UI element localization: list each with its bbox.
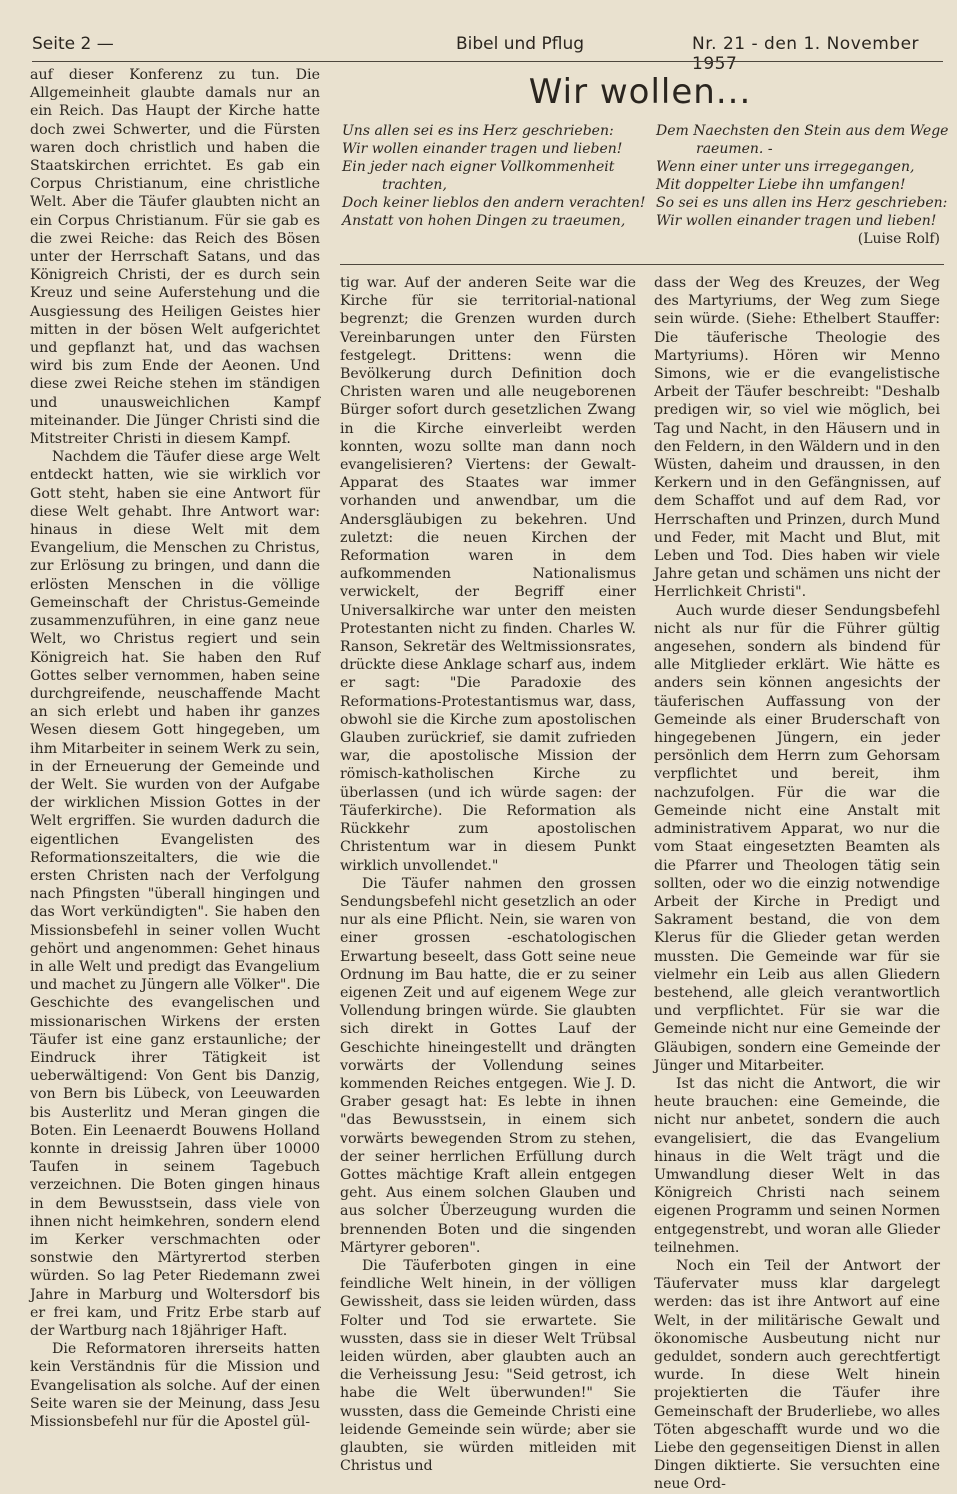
issue-date: Nr. 21 - den 1. November 1957 <box>692 34 920 74</box>
poem-line: trachten, <box>382 177 447 193</box>
paragraph: Auch wurde dieser Sendungsbefehl nicht als nur für die Führer gültig angesehen, sondern als bindend für alle Mitglieder erklärt. Wie hätte es anders sein können angesichts der täuferischen Auffassung von der Gemeinde als einer Bruderschaft von hingegebenen Jüngern, ein jeder persönlich dem Herrn zum Gehorsam verpflichtet und bereit, ihm nachzufolgen. Für die war die Gemeinde nicht eine Anstalt mit administrativem Apparat, wo nur die vom Staat eingesetzten Beamten als die Pfarrer und Theologen tätig sein sollten, oder wo die einzig notwendige Arbeit der Kirche in Predigt und Sakrament bestand, die von dem Klerus für die Glieder getan werden mussten. Die Gemeinde war für sie vielmehr ein Leib aus allen Gliedern bestehend, alle gleich verantwortlich und verpflichtet. Für sie war die Gemeinde nicht nur eine Gemeinde der Gläubigen, sondern eine Gemeinde der Jünger und Mitarbeiter. <box>654 602 940 1074</box>
poem-line: Anstatt von hohen Dingen zu traeumen, <box>342 213 626 229</box>
paragraph: Die Täufer nahmen den grossen Sendungsbefehl nicht gesetzlich an oder nur als eine Pflicht. Nein, sie waren von einer grossen -eschatologischen Erwartung beseelt, dass Gott seine neue Ordnung im Bau hatte, die er zu seiner eigenen Zeit und auf eigenem Wege zur Vollendung bringen würde. Sie glaubten sich direkt in Gottes Lauf der Geschichte hineingestellt und drängten vorwärts der Vollendung seines kommenden Reiches entgegen. Wie J. D. Graber gesagt hat: Es lebte in ihnen "das Bewusstsein, in einem sich vorwärts bewegenden Strom zu stehen, der seiner herrlichen Erfüllung durch Gottes mächtige Kraft allein entgegen geht. Aus einem solchen Glauben und aus solcher Überzeugung wurden die brennenden Boten und die singenden Märtyrer geboren". <box>340 875 636 1256</box>
newspaper-title: Bibel und Pflug <box>456 34 585 54</box>
poem-line: So sei es uns allen ins Herz geschrieben: <box>656 195 948 211</box>
page-number: Seite 2 — <box>32 34 114 54</box>
article-column-1 <box>30 66 320 1431</box>
poem-line: Wenn einer unter uns irregegangen, <box>656 159 915 175</box>
poem-stanza-1 <box>342 122 646 230</box>
paragraph: dass der Weg des Kreuzes, der Weg des Martyriums, der Weg zum Siege sein würde. (Siehe: Ethelbert Stauffer: Die täuferische Theologie des Martyriums). Hören wir Menno Simons, wie er die evangelistische Arbeit der Täufer beschreibt: "Deshalb predigen wir, so viel wie möglich, bei Tag und Nacht, in den Häusern und in den Feldern, in den Wäldern und in den Wüsten, daheim und draussen, in den Kerkern und in den Gefängnissen, auf dem Schaffot und auf dem Rad, vor Herrschaften und Prinzen, durch Mund und Feder, mit Macht und Blut, mit Leben und Tod. Dies haben wir viele Jahre getan und schämen uns nicht der Herrlichkeit Christi". <box>654 275 940 601</box>
page-header <box>32 30 943 74</box>
poem-stanza-2 <box>656 122 949 230</box>
paragraph: auf dieser Konferenz zu tun. Die Allgemeinheit glaubte damals nur an ein Reich. Das Haupt der Kirche hatte doch zwei Schwerter, und die Fürsten waren doch christlich und haben die Staatskirchen errichtet. Es gab ein Corpus Christianum, eine christliche Welt. Aber die Täufer glaubten nicht an ein Corpus Christianum. Für sie gab es die zwei Reiche: das Reich des Bösen unter der Herrschaft Satans, und das Königreich Christi, der es durch sein Kreuz und seine Auferstehung und die Ausgiessung des Heiligen Geistes hier mitten in der bösen Welt aufgerichtet und gepflanzt hat, und das wachsen wird bis zum Ende der Aeonen. Und diese zwei Reiche stehen im ständigen und unausweichlichen Kampf miteinander. Die Jünger Christi sind die Mitstreiter Christi in diesem Kampf. <box>30 67 320 448</box>
poem-line: Uns allen sei es ins Herz geschrieben: <box>342 123 614 139</box>
poem-author: (Luise Rolf) <box>857 231 940 247</box>
poem-title: Wir wollen... <box>528 72 752 112</box>
paragraph: Nachdem die Täufer diese arge Welt entdeckt hatten, wie sie wirklich vor Gott steht, haben sie eine Antwort für diese Welt gehabt. Ihre Antwort war: hinaus in diese Welt mit dem Evangelium, die Menschen zu Christus, zur Erlösung zu bringen, und dann die erlösten Menschen in die völlige Gemeinschaft der Christus-Gemeinde zusammenzuführen, in eine ganz neue Welt, wo Christus regiert und sein Königreich hat. Sie haben den Ruf Gottes selber vernommen, haben seine durchgreifende, neuschaffende Macht an sich erlebt und haben ihr ganzes Wesen diesem Gott hingegeben, um ihm Mitarbeiter in seinem Werk zu sein, in der Erneuerung der Gemeinde und der Welt. Sie wurden von der Aufgabe der wirklichen Mission Gottes in der Welt ergriffen. Sie wurden dadurch die eigentlichen Evangelisten des Reformationszeitalters, die wie die ersten Christen nach der Verfolgung nach Pfingsten "überall hingingen und das Wort verkündigten". Sie haben den Missionsbefehl in seiner vollen Wucht gehört und angenommen: Gehet hinaus in alle Welt und predigt das Evangelium und machet zu Jüngern alle Völker". Die Geschichte des evangelischen und missionarischen Wirkens der ersten Täufer ist eine ganz erstaunliche; der Eindruck ihrer Tätigkeit ist ueberwältigend: Von Gent bis Danzig, von Bern bis Lübeck, von Leeuwarden bis Austerlitz und Meran gingen die Boten. Ein Leenaerdt Bouwens Holland konnte in dreissig Jahren über 10000 Taufen in seinem Tagebuch verzeichnen. Die Boten gingen hinaus in dem Bewusstsein, dass viele von ihnen nicht heimkehren, sondern elend im Kerker verschmachten oder sonstwie den Märtyrertod sterben würden. So lag Peter Riedemann zwei Jahre in Marburg und Woltersdorf bis er frei kam, und Fritz Erbe starb auf der Wartburg nach 18jähriger Haft. <box>30 449 320 1340</box>
paragraph: Ist das nicht die Antwort, die wir heute brauchen: eine Gemeinde, die nicht nur anbetet, sondern die auch evangelisiert, die das Evangelium hinaus in die Welt trägt und die Umwandlung dieser Welt in das Königreich Christi nach seinem eigenen Programm und seinen Normen entgegenstrebt, und woran alle Glieder teilnehmen. <box>654 1075 940 1256</box>
paragraph: Die Reformatoren ihrerseits hatten kein Verständnis für die Mission und Evangelisation als solche. Auf der einen Seite waren sie der Meinung, dass Jesu Missionsbefehl nur für die Apostel gül- <box>30 1341 320 1431</box>
poem-rule <box>340 264 944 265</box>
poem-line: Doch keiner lieblos den andern verachten! <box>342 195 646 211</box>
poem-line: Wir wollen einander tragen und lieben! <box>342 141 623 157</box>
article-column-2 <box>340 274 636 1475</box>
paragraph: Die Täuferboten gingen in eine feindliche Welt hinein, in der völligen Gewissheit, dass sie leiden würden, dass Folter und Tod sie erwartete. Sie wussten, dass sie in dieser Welt Trübsal leiden würden, aber glaubten auch an die Verheissung Jesu: "Seid getrost, ich habe die Welt überwunden!" Sie wussten, dass die Gemeinde Christi eine leidende Gemeinde sein würde; aber sie glaubten, sie würden mitleiden mit Christus und <box>340 1257 636 1475</box>
poem-line: Ein jeder nach eigner Vollkommenheit <box>342 159 615 175</box>
header-rule <box>32 61 943 62</box>
poem <box>340 118 949 258</box>
paragraph: tig war. Auf der anderen Seite war die Kirche für sie territorial-national begrenzt; die Grenzen wurden durch Vereinbarungen unter den Fürsten festgelegt. Drittens: wenn die Bevölkerung durch Definition doch Christen waren und alle neugeborenen Bürger sofort durch gesetzlichen Zwang in die Kirche einverleibt werden konnten, wozu sollte man dann noch evangelisieren? Viertens: der Gewalt-Apparat des Staates war immer vorhanden und anwendbar, um die Andersgläubigen zu bekehren. Und zuletzt: die neuen Kirchen der Reformation waren in dem aufkommenden Nationalismus verwickelt, der Begriff einer Universalkirche war unter den meisten Protestanten nicht zu finden. Charles W. Ranson, Sekretär des Weltmissionsrates, drückte diese Anklage scharf aus, indem er sagt: "Die Paradoxie des Reformations-Protestantismus war, dass, obwohl sie die Kirche zum apostolischen Glauben zurückrief, sie damit zufrieden war, die apostolische Mission der römisch-katholischen Kirche zu überlassen (und ich würde sagen: der Täuferkirche). Die Reformation als Rückkehr zum apostolischen Christentum war in diesem Punkt wirklich unvollendet." <box>340 275 636 874</box>
paragraph: Noch ein Teil der Antwort der Täufervater muss klar dargelegt werden: das ist ihre Antwort auf eine Welt, in der militärische Gewalt und ökonomische Ausbeutung nicht nur geduldet, sondern auch gerechtfertigt wurde. In diese Welt hinein projektierten die Täufer ihre Gemeinschaft der Bruderliebe, wo alles Töten abgeschafft wurde und wo die Liebe den gegenseitigen Dienst in allen Dingen diktierte. Sie versuchten eine neue Ord- <box>654 1257 940 1493</box>
article-column-3 <box>654 274 940 1494</box>
poem-line: Dem Naechsten den Stein aus dem Wege <box>656 123 949 139</box>
poem-line: raeumen. - <box>696 141 773 157</box>
poem-line: Wir wollen einander tragen und lieben! <box>656 213 937 229</box>
poem-line: Mit doppelter Liebe ihn umfangen! <box>656 177 906 193</box>
